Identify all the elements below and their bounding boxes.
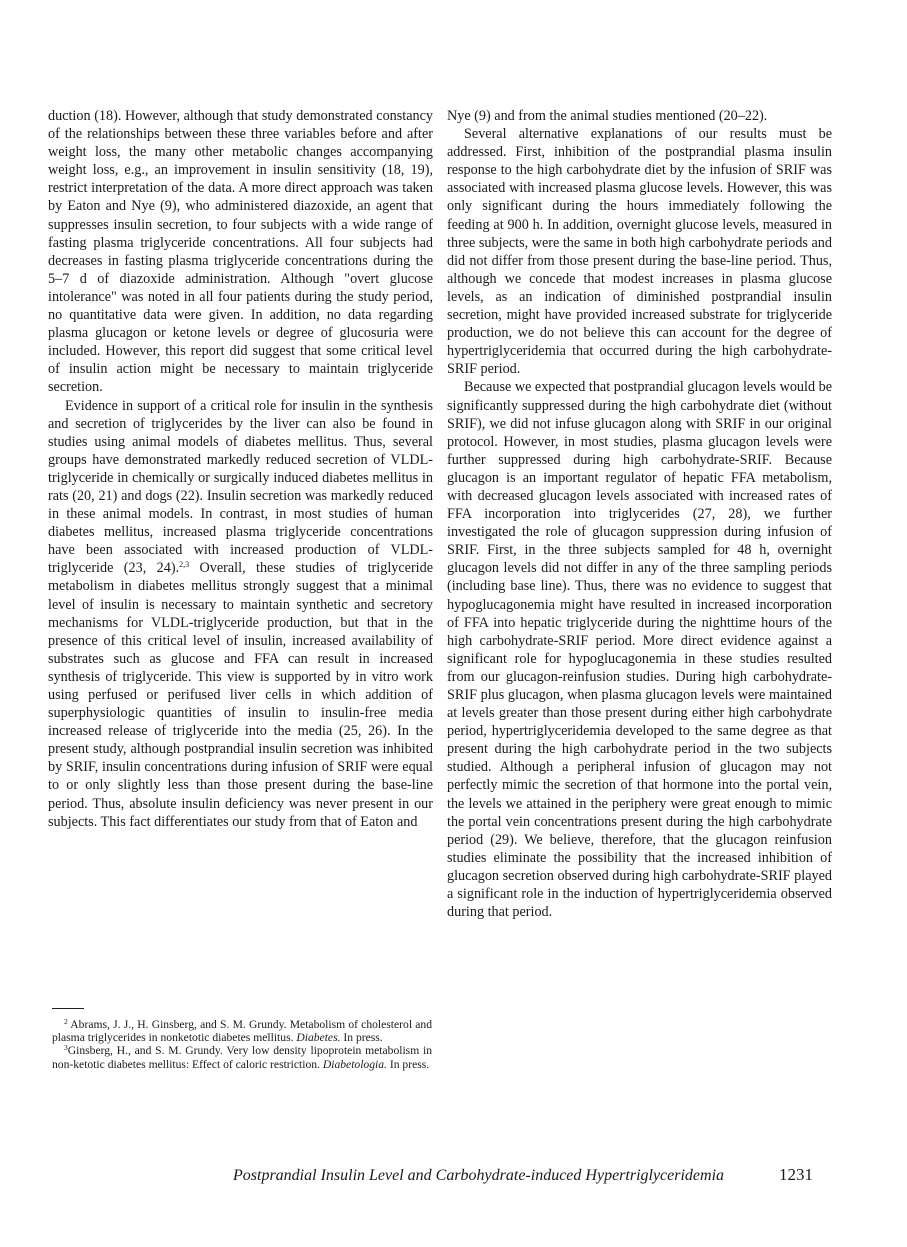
right-paragraph-2: Several alternative explanations of our results must be addressed. First, inhibition of the postprandial plasma insulin response to the high carbohydrate diet by the infusion of SRIF was associated with increased plasma glucose levels. However, this was only significant during the hours immediately following the feeding at 900 h. In addition, overnight glucose levels, measured in three subjects, were the same in both high carbohydrate periods and did not differ from those present during the base-line period. Thus, although we concede that modest increases in plasma glucose levels, as an indication of diminished postprandial insulin secretion, might have provided increased substrate for triglyceride production, we do not believe this can account for the degree of hypertriglyceridemia that occurred during the high carbohydrate-SRIF period. — [447, 126, 832, 378]
left-column — [48, 107, 433, 831]
running-title: Postprandial Insulin Level and Carbohydrate-induced Hypertriglyceridemia — [233, 1167, 725, 1184]
footnote-journal: Diabetes. — [296, 1031, 341, 1045]
right-paragraph-1: Nye (9) and from the animal studies mentioned (20–22). — [447, 108, 768, 124]
page-number: 1231 — [779, 1165, 813, 1184]
footnote-text: Ginsberg, H., and S. M. Grundy. Very low density lipoprotein metabolism in non-ketotic diabetes mellitus: Effect of caloric restriction. — [52, 1044, 432, 1071]
footnotes — [52, 1018, 432, 1071]
right-paragraph-3: Because we expected that postprandial glucagon levels would be significantly suppressed during the high carbohydrate diet (without SRIF), we did not infuse glucagon along with SRIF in our original protocol. However, in most studies, plasma glucagon levels were further suppressed during high carbohydrate-SRIF. Because glucagon is an important regulator of hepatic FFA metabolism, with decreased glucagon levels associated with increased rates of FFA incorporation into triglycerides (27, 28), we further investigated the role of glucagon suppression during infusion of SRIF. First, in the three subjects sampled for 48 h, overnight glucagon levels did not differ in any of the three sampling periods (including base line). Thus, there was no evidence to suggest that hypoglucagonemia might have resulted in increased incorporation of FFA into hepatic triglyceride during the nighttime hours of the high carbohydrate-SRIF period. More direct evidence against a significant role for hypoglucagonemia in these studies resulted from our glucagon-reinfusion studies. During high carbohydrate-SRIF plus glucagon, when plasma glucagon levels were maintained at levels greater than those present during either high carbohydrate period, hypertriglyceridemia developed to the same degree as that present during the high carbohydrate period in the two subjects studied. Although a peripheral infusion of glucagon may not perfectly mimic the secretion of that hormone into the portal vein, the levels we attained in the periphery were great enough to mimic the portal vein concentrations present during the high carbohydrate period (29). We believe, therefore, that the glucagon reinfusion studies eliminate the possibility that the increased inhibition of glucagon secretion observed during high carbohydrate-SRIF played a significant role in the induction of hypertriglyceridemia observed during that period. — [447, 379, 832, 921]
footnote-divider — [52, 1008, 84, 1009]
left-paragraph-2 — [48, 397, 433, 831]
footnote-mark: 2 — [64, 1017, 68, 1026]
left-paragraph-2-part-1: Evidence in support of a critical role for insulin in the synthesis and secretion of triglycerides by the liver can also be found in studies using animal models of diabetes mellitus. Thus, several groups have demonstrated markedly reduced secretion of VLDL-triglyceride in chemically or surgically induced diabetes mellitus in rats (20, 21) and dogs (22). Insulin secretion was markedly reduced in these animal models. In contrast, in most studies of human diabetes mellitus, increased plasma triglyceride concentrations have been associated with increased production of VLDL-triglyceride (23, 24). — [48, 397, 433, 577]
footnote-tail: In press. — [340, 1031, 383, 1045]
footnote-mark: 3 — [64, 1043, 68, 1053]
left-paragraph-1: duction (18). However, although that study demonstrated constancy of the relationships between these three variables before and after weight loss, the many other metabolic changes accompanying weight loss, e.g., an improvement in insulin sensitivity (18, 19), restrict interpretation of the data. A more direct approach was taken by Eaton and Nye (9), who administered diazoxide, an agent that suppresses insulin secretion, to four subjects with a wide range of fasting plasma triglyceride concentrations. All four subjects had decreases in fasting plasma triglyceride concentrations during the 5–7 d of diazoxide administration. Although "overt glucose intolerance" was noted in all four patients during the study period, no quantitative data were given. In addition, no data regarding plasma glucagon or ketone levels or degree of glucosuria were included. However, this report did suggest that some critical level of insulin action might be necessary to maintain triglyceride secretion. — [48, 108, 433, 396]
footnote-text: Abrams, J. J., H. Ginsberg, and S. M. Grundy. Metabolism of cholesterol and plasma triglycerides in nonketotic diabetes mellitus. — [52, 1018, 432, 1045]
footnote-tail: In press. — [386, 1057, 430, 1071]
footnote-2 — [52, 1018, 432, 1044]
left-paragraph-2-part-2: Overall, these studies of triglyceride metabolism in diabetes mellitus strongly suggest that a minimal level of insulin is necessary to maintain synthetic and secretory mechanisms for VLDL-triglyceride production, but that in the presence of this critical level of insulin, increased availability of substrates such as glucose and FFA can result in increased synthesis of triglyceride. This view is supported by in vitro work using perfused or perifused liver cells in which addition of superphysiologic quantities of insulin to insulin-free media increased release of triglyceride into the media (25, 26). In the present study, although postprandial insulin secretion was inhibited by SRIF, insulin concentrations during infusion of SRIF were equal to or only slightly less than those present during the base-line period. Thus, absolute insulin deficiency was never present in our subjects. This fact differentiates our study from that of Eaton and — [48, 560, 434, 830]
footnote-3 — [52, 1044, 432, 1070]
right-column — [447, 107, 832, 921]
footnote-journal: Diabetologia. — [322, 1057, 387, 1071]
footnote-reference-2-3: 2,3 — [179, 560, 190, 570]
